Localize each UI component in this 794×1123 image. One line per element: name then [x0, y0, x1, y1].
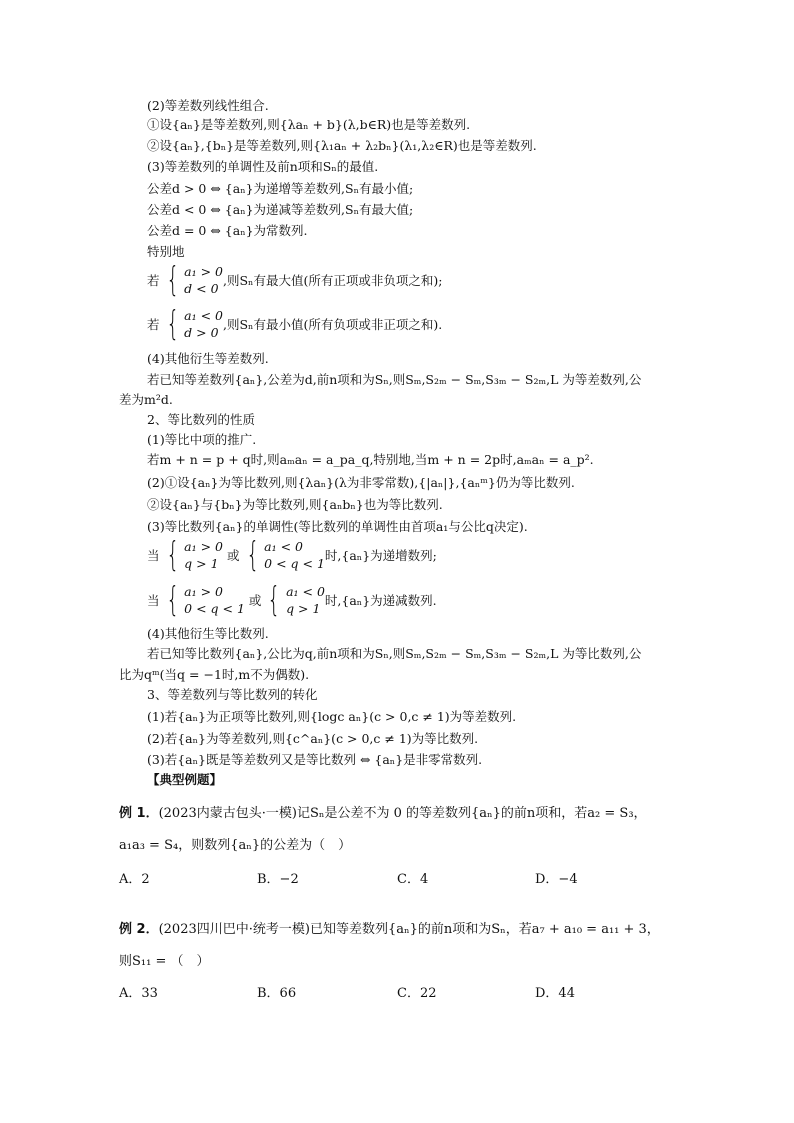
condition-system [147, 580, 437, 620]
system-row: q > 1 [184, 556, 219, 571]
text-line: (1)等比中项的推广. [147, 432, 257, 447]
text-line: ②设{aₙ}与{bₙ}为等比数列,则{aₙbₙ}也为等比数列. [147, 497, 443, 512]
text-line: (2)等差数列线性组合. [147, 98, 269, 113]
text-line: 特别地 [147, 244, 185, 259]
system-prefix: 若 [147, 317, 160, 332]
section-heading-examples: 【典型例题】 [147, 772, 223, 787]
option-d[interactable]: D．44 [535, 986, 575, 1001]
example-2-line-2: 则S₁₁ = （ ） [119, 954, 210, 969]
option-d[interactable]: D．−4 [535, 872, 578, 887]
system-row: a₁ > 0 [184, 584, 223, 599]
example-text: (2023内蒙古包头·一模)记Sₙ是公差不为 0 的等差数列{aₙ}的前n项和，若a₂ = S₃， [158, 806, 647, 821]
example-2-line-1 [119, 920, 660, 940]
condition-system [147, 535, 437, 575]
text-line: 公差d < 0 ⇔ {aₙ}为递减等差数列,Sₙ有最大值; [147, 202, 414, 217]
text-line: 差为m²d. [119, 392, 173, 407]
system-row: 0 < q < 1 [184, 601, 245, 616]
system-prefix: 若 [147, 273, 160, 288]
example-text: (2023四川巴中·统考一模)已知等差数列{aₙ}的前n项和为Sₙ，若a₇ + a₁₀ = a₁₁ + 3， [158, 922, 660, 937]
text-line: (3)等比数列{aₙ}的单调性(等比数列的单调性由首项a₁与公比q决定). [147, 519, 528, 534]
system-rows [184, 307, 223, 341]
text-line: 若已知等比数列{aₙ},公比为q,前n项和为Sₙ,则Sₘ,S₂ₘ − Sₘ,S₃ₘ − S₂ₘ,L 为等比数列,公 [147, 646, 642, 661]
system-connector: 或 [227, 548, 240, 563]
text-line: ②设{aₙ},{bₙ}是等差数列,则{λ₁aₙ + λ₂bₙ}(λ₁,λ₂∈R)也是等差数列. [147, 138, 537, 153]
system-row: 0 < q < 1 [264, 556, 325, 571]
system-rows [184, 583, 245, 617]
system-rows [184, 263, 223, 297]
text-line: (4)其他衍生等差数列. [147, 351, 269, 366]
section-heading: 3、等差数列与等比数列的转化 [147, 687, 318, 702]
example-1-options [119, 868, 679, 888]
text-line: (2)若{aₙ}为等差数列,则{c^aₙ}(c > 0,c ≠ 1)为等比数列. [147, 731, 479, 746]
option-b[interactable]: B．−2 [257, 872, 299, 887]
text-line: (3)等差数列的单调性及前n项和Sₙ的最值. [147, 159, 379, 174]
example-label: 例 2． [119, 922, 159, 937]
system-suffix: 时,{aₙ}为递减数列. [324, 593, 437, 608]
system-row: q > 1 [286, 601, 321, 616]
left-brace-glyph: { [165, 580, 179, 620]
option-c[interactable]: C．22 [397, 986, 437, 1001]
text-line: (1)若{aₙ}为正项等比数列,则{logc aₙ}(c > 0,c ≠ 1)为等差数列. [147, 709, 517, 724]
text-line: 若m + n = p + q时,则aₘaₙ = a_pa_q,特别地,当m + n = 2p时,aₘaₙ = a_p². [147, 452, 594, 467]
left-brace-glyph: { [165, 535, 179, 575]
system-prefix: 当 [147, 593, 160, 608]
system-row: a₁ < 0 [184, 308, 223, 323]
system-suffix: 时,{aₙ}为递增数列; [324, 548, 437, 563]
condition-system [147, 260, 443, 300]
system-suffix: ,则Sₙ有最小值(所有负项或非正项之和). [223, 317, 443, 332]
system-rows [184, 538, 223, 572]
text-line: 若已知等差数列{aₙ},公差为d,前n项和为Sₙ,则Sₘ,S₂ₘ − Sₘ,S₃ₘ − S₂ₘ,L 为等差数列,公 [147, 372, 642, 387]
text-line: 比为qᵐ(当q = −1时,m不为偶数). [119, 667, 310, 682]
system-row: a₁ > 0 [184, 539, 223, 554]
option-c[interactable]: C．4 [397, 872, 429, 887]
left-brace-glyph: { [267, 580, 281, 620]
system-rows [286, 583, 325, 617]
option-b[interactable]: B．66 [257, 986, 297, 1001]
condition-system [147, 304, 443, 344]
text-line: ①设{aₙ}是等差数列,则{λaₙ + b}(λ,b∈R)也是等差数列. [147, 117, 471, 132]
section-heading: 2、等比数列的性质 [147, 412, 255, 427]
system-prefix: 当 [147, 548, 160, 563]
option-a[interactable]: A．33 [119, 986, 158, 1001]
example-label: 例 1． [119, 806, 159, 821]
example-2-options [119, 982, 679, 1002]
left-brace-glyph: { [165, 304, 179, 344]
left-brace-glyph: { [245, 535, 259, 575]
system-rows [264, 538, 325, 572]
system-row: d < 0 [184, 281, 219, 296]
system-row: a₁ < 0 [264, 539, 303, 554]
text-line: 公差d > 0 ⇔ {aₙ}为递增等差数列,Sₙ有最小值; [147, 181, 414, 196]
system-row: d > 0 [184, 325, 219, 340]
text-line: (2)①设{aₙ}为等比数列,则{λaₙ}(λ为非零常数),{|aₙ|},{aₙᵐ}仍为等比数列. [147, 475, 575, 490]
text-line: (4)其他衍生等比数列. [147, 626, 269, 641]
left-brace-glyph: { [165, 260, 179, 300]
example-1-line-1 [119, 804, 647, 824]
system-row: a₁ < 0 [286, 584, 325, 599]
system-row: a₁ > 0 [184, 264, 223, 279]
example-1-line-2: a₁a₃ = S₄，则数列{aₙ}的公差为（ ） [119, 838, 352, 853]
system-suffix: ,则Sₙ有最大值(所有正项或非负项之和); [223, 273, 443, 288]
text-line: (3)若{aₙ}既是等差数列又是等比数列 ⇔ {aₙ}是非零常数列. [147, 752, 483, 767]
system-connector: 或 [248, 593, 262, 608]
option-a[interactable]: A．2 [119, 872, 150, 887]
text-line: 公差d = 0 ⇔ {aₙ}为常数列. [147, 223, 308, 238]
